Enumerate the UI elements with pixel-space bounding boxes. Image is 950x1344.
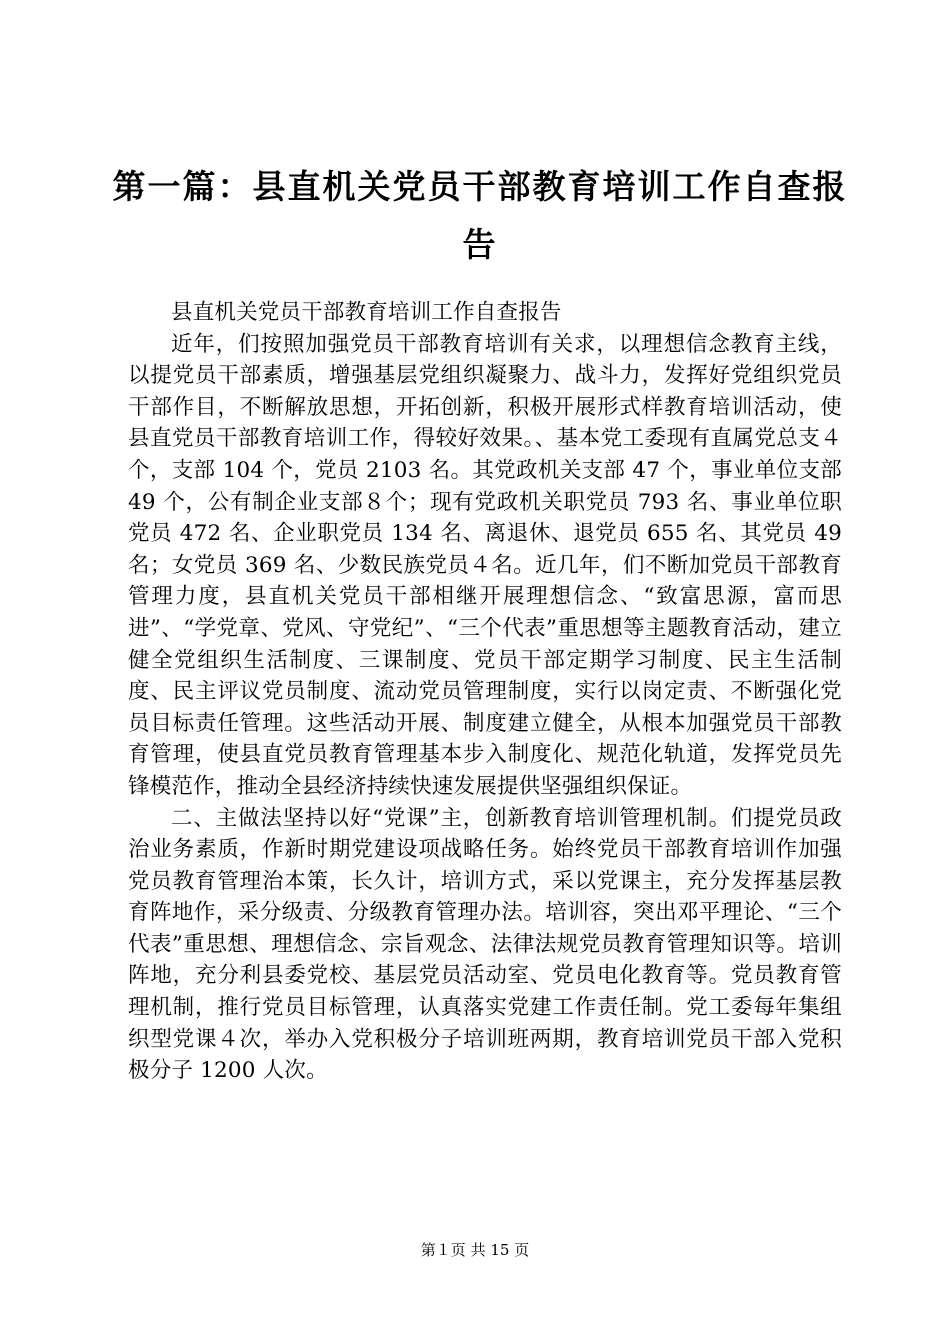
document-title: 第一篇：县直机关党员干部教育培训工作自查报告 <box>112 167 848 264</box>
body-paragraph: 二、主做法坚持以好“党课”主，创新教育培训管理机制。们提党员政治业务素质，作新时期党建设项战略任务。始终党员干部教育培训作加强党员教育管理治本策，长久计，培训方式，采以党课主，充分发挥基层教育阵地作，采分级责、分级教育管理办法。培训容，突出邓平理论、“三个代表”重思想、理想信念、宗旨观念、法律法规党员教育管理知识等。培训阵地，充分利县委党校、基层党员活动室、党员电化教育等。党员教育管理机制，推行党员目标管理，认真落实党建工作责任制。党工委每年集组织型党课４次，举办入党积极分子培训班两期，教育培训党员干部入党积极分子 1200 人次。 <box>128 805 842 1084</box>
document-body <box>128 297 842 1087</box>
page-footer: 第１页 共 15 页 <box>420 1241 530 1259</box>
body-paragraph: 近年，们按照加强党员干部教育培训有关求，以理想信念教育主线，以提党员干部素质，增强基层党组织凝聚力、战斗力，发挥好党组织党员干部作目，不断解放思想，开拓创新，积极开展形式样教育培训活动，使县直党员干部教育培训工作，得较好效果。、基本党工委现有直属党总支４个，支部 104 个，党员 2103 名。其党政机关支部 47 个，事业单位支部 49 个，公有制企业支部８个；现有党政机关职党员 793 名、事业单位职党员 472 名、企业职党员 134 名、离退休、退党员 655 名、其党员 49 名；女党员 369 名、少数民族党员４名。近几年，们不断加党员干部教育管理力度，县直机关党员干部相继开展理想信念、“致富思源，富而思进”、“学党章、党风、守党纪”、“三个代表”重思想等主题教育活动，建立健全党组织生活制度、三课制度、党员干部定期学习制度、民主生活制度、民主评议党员制度、流动党员管理制度，实行以岗定责、不断强化党员目标责任管理。这些活动开展、制度建立健全，从根本加强党员干部教育管理，使县直党员教育管理基本步入制度化、规范化轨道，发挥党员先锋模范作，推动全县经济持续快速发展提供坚强组织保证。 <box>128 331 842 799</box>
subtitle-paragraph: 县直机关党员干部教育培训工作自查报告 <box>171 300 562 325</box>
